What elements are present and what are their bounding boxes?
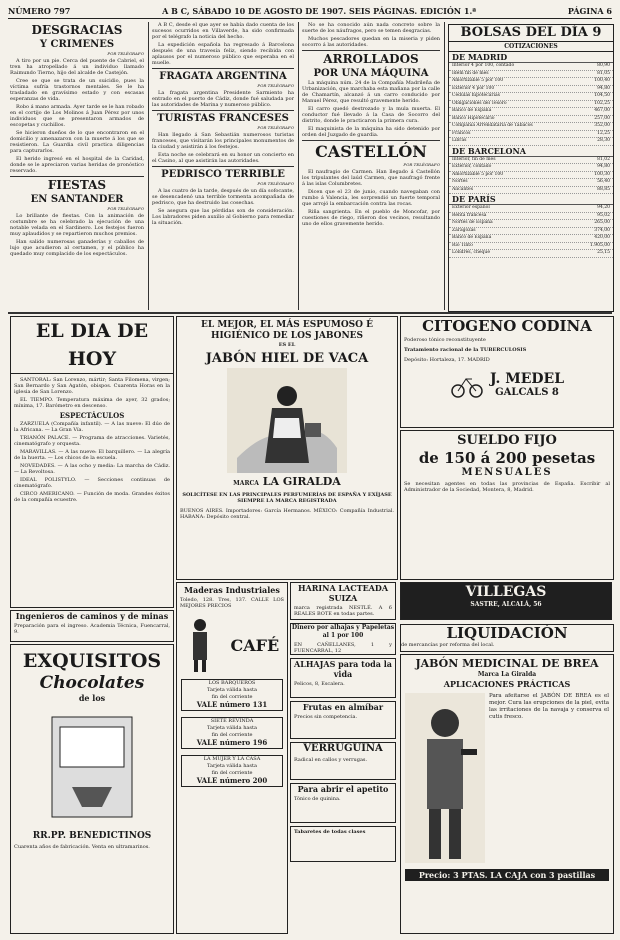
section-subheading: POR UNA MÁQUINA <box>313 68 429 79</box>
section-byline: POR TELÉGRAFO <box>107 51 144 56</box>
table-row <box>449 157 613 165</box>
article-paragraph: A tiro por un pie. Cerca del puente de Cabriel, el tren ha atropellado á un individuo llamado Raimundo Tierno, hijo del alcalde de Castejón. <box>10 58 144 76</box>
row-value: 100,30 <box>594 171 610 177</box>
ingenieros-text: Preparación para el ingreso. Academia Técnica, Fuencarral, 9. <box>14 623 170 635</box>
espectaculo-item: TRIANÓN PALACE. — Programa de atracciones. Varietés, cinematógrafo y orquesta. <box>14 435 170 447</box>
table-row <box>449 71 613 79</box>
sueldo-amount: de 150 á 200 pesetas <box>418 449 596 467</box>
page-number: PÁGINA 6 <box>567 6 612 16</box>
villegas-text: SASTRE, ALCALÁ, 56 <box>470 601 542 608</box>
row-value: 81,05 <box>597 70 610 76</box>
coupon-number: VALE número 196 <box>196 738 268 747</box>
article-paragraph: Cree se que se trata de un suicidio, pues la víctima sufría trastornos mentales. Se le ha trasladado en gravísimo estado y con escasas esperanzas de vida. <box>10 78 144 102</box>
villegas-box <box>400 582 612 620</box>
shaving-man-illustration <box>405 693 485 863</box>
table-row <box>449 164 613 172</box>
coupon-name: LA MUJER Y LA CASA <box>203 756 261 762</box>
row-value: 257,00 <box>594 115 610 121</box>
verruguina-text: Radical en callos y verrugas. <box>294 757 368 763</box>
row-label: Obligaciones del Tesoro <box>452 100 507 106</box>
dia-title: EL DIA DE HOY <box>11 317 173 374</box>
table-row <box>449 108 613 116</box>
ad-headline: EL MEJOR, EL MÁS ESPUMOSO É HIGIÉNICO DE LOS JABONES <box>201 320 373 341</box>
ingenieros-ad <box>10 610 174 642</box>
article-paragraph: La expedición española ha regresado á Barcelona después de una travesía feliz, siendo recibida con aplausos por el numeroso público que esperaba en el muelle. <box>152 42 294 66</box>
coupon-line: Tarjeta válida hasta <box>207 763 257 769</box>
coupon-line: fin del corriente <box>211 732 253 738</box>
column-rule <box>444 22 445 310</box>
masthead-date: A B C, SÁBADO 10 DE AGOSTO DE 1907. SEIS PÁGINAS. EDICIÓN 1.ª <box>162 6 477 16</box>
row-label: Zaragozas <box>452 227 476 233</box>
section-heading: ARROLLADOS <box>323 52 419 66</box>
citogeno-line: Tratamiento racional de la TUBERCULOSIS <box>404 347 527 353</box>
citogeno-line: Poderoso tónico reconstituyente <box>404 337 486 343</box>
article-paragraph: Dicen que el 23 de junio, cuando navegaban con rumbo á Valencia, les sorprendió un fuerte temporal que arrojó la embarcación contra las rocas. <box>302 189 440 207</box>
row-value: 102,25 <box>594 100 610 106</box>
figure-head <box>194 619 206 631</box>
coupon-line: Tarjeta válida hasta <box>207 687 257 693</box>
article-paragraph: El herido ingresó en el hospital de la Caridad, donde se le apreciaron varias heridas de pronóstico reservado. <box>10 156 144 174</box>
divider <box>152 166 294 167</box>
section-heading: PEDRISCO TERRIBLE <box>161 169 285 180</box>
row-value: 94,80 <box>597 164 610 169</box>
table-row <box>449 101 613 109</box>
table-row <box>449 93 613 101</box>
espectaculo-item: IDEAL POLISTYLO. — Secciones continuas de cinematógrafo. <box>14 477 170 489</box>
chocolates-ad <box>10 644 174 934</box>
table-section-title: DE PARÍS <box>449 194 613 205</box>
ad-brand-line <box>177 475 397 490</box>
harina-title: HARINA LACTEADA SUIZA <box>297 583 389 603</box>
row-label: Interior 4 por 100, contado <box>452 63 515 68</box>
liquidacion-ad <box>400 624 614 652</box>
article-paragraph: Han salido numerosas ganaderías y caballos de lujo que acudieron al certamen, y el público ha quedado muy complacido de los espectáculos. <box>10 239 144 257</box>
section-byline: POR TELÉGRAFO <box>257 125 294 130</box>
sueldo-body: Se necesitan agentes en todas las provincias de España. Escribir al Administrador de la Sociedad, Montera, 8, Madrid. <box>404 481 610 493</box>
row-label: Amortizable 5 por 100 <box>452 78 504 83</box>
table-title <box>449 25 613 42</box>
article-paragraph: La fragata argentina Presidente Sarmiento ha entrado en el puerto de Cádiz, donde fué saludada por las autoridades de Marina y numeroso público. <box>152 90 294 108</box>
section-byline: POR TELÉGRAFO <box>257 83 294 88</box>
basket-shape <box>305 423 321 437</box>
espectaculos-list <box>14 421 170 503</box>
masthead <box>8 4 612 19</box>
row-value: 25,15 <box>597 250 610 255</box>
row-value: 95,02 <box>597 212 610 218</box>
divider <box>152 110 294 111</box>
row-value: 88,85 <box>597 186 610 192</box>
brea-brand: Marca La Giralda <box>477 671 537 678</box>
chocolates-headline: EXQUISITOS <box>22 650 162 672</box>
espectaculos-heading: ESPECTÁCULOS <box>59 411 125 420</box>
table-row <box>449 172 613 180</box>
figure-leg <box>194 660 198 672</box>
sueldo-title: SUELDO FIJO <box>457 433 557 448</box>
man-head <box>431 709 459 737</box>
coupon-vale <box>181 755 283 787</box>
row-label: Cédulas hipotecarias <box>452 93 500 98</box>
section-heading: TURISTAS FRANCESES <box>157 113 289 124</box>
harina-text: marca registrada NESTLÉ. A 6 REALES BOTE en todas partes. <box>294 605 392 617</box>
girl-apron <box>273 418 301 438</box>
table-row <box>449 86 613 94</box>
section-subheading: Y CRIMENES <box>39 39 115 50</box>
stock-exchange-table <box>448 24 614 312</box>
table-row <box>449 250 613 258</box>
table-caption: COTIZACIONES <box>449 42 613 52</box>
coupon-name: LOS BARQUEROS <box>208 680 256 686</box>
section-divider <box>8 312 612 314</box>
chocolates-word: Chocolates <box>39 673 145 693</box>
row-value: 100,40 <box>594 78 610 83</box>
ad-es: ES EL <box>278 342 296 348</box>
table-section-rows <box>449 157 613 195</box>
article-paragraph: El naufragio de Carmen. Han llegado á Castellón los tripulantes del laúd Carmen, que naufragó frente á las islas Columbretes. <box>302 169 440 187</box>
liquidacion-text: de mercancías por reforma del local. <box>401 642 495 648</box>
table-title-text: BOLSAS DEL DÍA <box>460 25 588 40</box>
cafe-block <box>177 617 287 673</box>
row-value: 467,00 <box>594 108 610 113</box>
row-label: Exterior, contado <box>452 164 492 169</box>
row-label: Banco de España <box>452 108 492 113</box>
row-label: Francos <box>452 130 471 136</box>
row-value: 94,80 <box>597 85 610 91</box>
espectaculo-item: CIRCO AMERICANO. — Función de moda. Grandes éxitos de la compañía ecuestre. <box>14 491 170 503</box>
maderas-cafe-column <box>176 582 288 934</box>
table-row <box>449 63 613 71</box>
taboretes-ad <box>290 826 396 862</box>
row-value: 12,25 <box>597 130 610 136</box>
coupon-number: VALE número 131 <box>196 700 268 709</box>
row-value: 81,02 <box>597 156 610 162</box>
citogeno-ad <box>400 316 614 428</box>
section-heading: FIESTAS <box>47 178 107 192</box>
razor-shape <box>461 749 477 755</box>
harina-ad <box>290 582 396 620</box>
santoral: SANTORAL: San Lorenzo, mártir; Santa Filomena, virgen; San Bernardo y San Agatón, obispos. Cuarenta Horas en la iglesia de San Lorenzo. <box>14 377 170 395</box>
espectaculo-item: MARAVILLAS. — A las nueve: El barquillero. — La alegría de la huerta. — Los chicos de la escuela. <box>14 449 170 461</box>
row-value: 94,20 <box>597 205 610 210</box>
section-heading: FRAGATA ARGENTINA <box>159 71 287 82</box>
table-row <box>449 187 613 195</box>
espectaculo-item: ZARZUELA (Compañía infantil). — A las nueve: El dúo de la Africana. — La Gran Vía. <box>14 421 170 433</box>
medel-address: GALCALS 8 <box>495 386 559 398</box>
row-label: Renta francesa <box>452 212 487 218</box>
brea-title: JABÓN MEDICINAL DE BREA <box>415 657 599 670</box>
man-leg <box>449 809 461 859</box>
row-value: 352,00 <box>594 123 610 128</box>
verruguina-ad <box>290 742 396 780</box>
divider <box>302 50 440 51</box>
maderas-text: Toledo, 128. Tres, 137. CALLE LOS MEJORES PRECIOS <box>180 597 284 609</box>
article-paragraph: El carro quedó destrozado y la mula muerta. El conductor fué llevado á la Casa de Socorro del distrito, donde le practicaron la primera cura. <box>302 106 440 124</box>
verruguina-title: VERRUGUINA <box>303 743 383 754</box>
coupon-line: fin del corriente <box>211 770 253 776</box>
bicycle-icon <box>450 369 484 399</box>
row-label: Exterior español <box>452 205 490 210</box>
row-label: Nortes de España <box>452 220 493 225</box>
figure-leg <box>202 660 206 672</box>
waiter-figure-icon <box>185 617 215 673</box>
maderas-title: Maderas Industriales <box>184 585 280 595</box>
row-value: 265,00 <box>594 220 610 225</box>
ad-product-name: JABÓN HIEL DE VACA <box>205 351 369 366</box>
table-row <box>449 116 613 124</box>
table-section-rows <box>449 205 613 258</box>
article-paragraph: Esta noche se celebrará en su honor un concierto en el Casino, al que asistirán las autoridades. <box>152 152 294 164</box>
row-label: Banco de España <box>452 235 492 240</box>
cafe-title: CAFÉ <box>230 635 280 655</box>
sueldo-fijo-ad <box>400 430 614 580</box>
frutas-text: Precios sin competencia. <box>294 714 358 720</box>
row-value: 56,40 <box>597 179 610 184</box>
section-heading: DESGRACIAS <box>31 23 123 37</box>
chocolates-de-los: de los <box>78 693 106 703</box>
table-row <box>449 235 613 243</box>
article-paragraph: Se asegura que las pérdidas son de consideración. Los labradores piden auxilio al Gobierno para remediar la situación. <box>152 208 294 226</box>
news-column-2 <box>152 22 294 312</box>
row-label: Banco Hipotecario <box>452 115 495 121</box>
dinero-title: Dinero por alhajas y Papeletas al 1 por 100 <box>291 624 395 639</box>
coupon-vale <box>181 717 283 749</box>
article-paragraph: El maquinista de la máquina ha sido detenido por orden del Juzgado de guardia. <box>302 126 440 138</box>
small-ads-column <box>290 582 396 932</box>
article-paragraph: A las cuatro de la tarde, después de un día sofocante, se desencadenó una terrible tormenta acompañada de pedrisco, que ha destruido las cosechas. <box>152 188 294 206</box>
ingenieros-title: Ingenieros de caminos y de minas <box>15 611 169 621</box>
row-value: 420,00 <box>594 235 610 240</box>
table-row <box>449 220 613 228</box>
row-label: Compañía Arrendataria de Tabacos <box>452 123 533 128</box>
weather: EL TIEMPO. Temperatura máxima de ayer, 32 grados; mínima, 17. Barómetro en descenso. <box>14 397 170 409</box>
divider <box>302 140 440 141</box>
row-label: Exterior 4 por 100 <box>452 85 495 91</box>
espectaculo-item: NOVEDADES. — A las ocho y media: La marcha de Cádiz. — La Revoltosa. <box>14 463 170 475</box>
table-row <box>449 213 613 221</box>
table-title-day: 9 <box>592 25 602 40</box>
row-value: 80,90 <box>597 63 610 68</box>
citogeno-title: CITOGENO CODINA <box>422 317 592 335</box>
taboretes-text: Tabaretes de todas clases <box>294 829 366 835</box>
section-byline: POR TELÉGRAFO <box>257 181 294 186</box>
section-byline: POR TELÉGRAFO <box>107 206 144 211</box>
sueldo-mensuales: MENSUALES <box>461 467 553 478</box>
chocolates-maker: RR.PP. BENEDICTINOS <box>32 831 152 841</box>
man-body <box>427 739 463 809</box>
section-subheading: EN SANTANDER <box>30 194 124 205</box>
brea-description: Para afeitarse el JABÓN DE BREA es el mejor. Cura las erupciones de la piel, evita las irritaciones de la navaja y conserva el cutis fresco. <box>489 693 609 720</box>
man-leg <box>429 809 441 859</box>
table-row <box>449 138 613 146</box>
chocolate-package-illustration <box>42 707 142 827</box>
article-paragraph: No se ha conocido aún nada concreto sobre la suerte de los náufragos, pero se temen desgracias. <box>302 22 440 34</box>
table-row <box>449 205 613 213</box>
frutas-title: Frutas en almíbar <box>302 702 384 712</box>
row-value: 28,30 <box>597 138 610 143</box>
article-paragraph: A B C, desde el que ayer se había dado cuenta de los sucesos ocurridos en Villaverde, ha sido confirmada por el telégrafo la noticia del hecho. <box>152 22 294 40</box>
apetito-title: Para abrir el apetito <box>297 784 389 794</box>
villegas-ad <box>400 582 612 620</box>
ad-marca: MARCA <box>233 480 259 487</box>
figure-body <box>193 632 207 660</box>
row-label: Ídem fin de mes <box>452 70 489 76</box>
row-label: Nortes <box>452 179 468 184</box>
dinero-ad <box>290 623 396 655</box>
coupon-line: Tarjeta válida hasta <box>207 725 257 731</box>
ad-solicitese: SOLICÍTESE EN LAS PRINCIPALES PERFUMERÍAS DE ESPAÑA Y EXÍJASE SIEMPRE LA MARCA REGISTRADA <box>182 492 392 504</box>
section-heading: CASTELLÓN <box>315 142 427 161</box>
issue-number: NÚMERO 797 <box>8 6 71 16</box>
brea-aplicaciones: APLICACIONES PRÁCTICAS <box>443 679 571 689</box>
divider <box>10 176 144 177</box>
column-rule <box>148 22 149 310</box>
citogeno-line: Depósito: Hortaleza, 17. MADRID <box>404 357 490 363</box>
table-row <box>449 123 613 131</box>
row-label: Libras <box>452 138 467 143</box>
ad-brand: LA GIRALDA <box>262 475 341 488</box>
jabon-hiel-ad <box>176 316 398 580</box>
table-section-title: DE BARCELONA <box>449 146 613 157</box>
liquidacion-title: LIQUIDACIÓN <box>446 624 568 642</box>
table-row <box>449 179 613 187</box>
dinero-text: EN CAÑELLANES, 1 y FUENCARRAL, 12 <box>294 642 392 654</box>
article-paragraph: Robo á mano armada. Ayer tarde se le han robado en el cortijo de Los Molinos á Juan Pérez por unos individuos que se presentaron armados de escopetas y cuchillos. <box>10 104 144 128</box>
row-value: 374,00 <box>594 227 610 233</box>
row-label: Amortizable 5 por 100 <box>452 171 504 177</box>
news-column-1 <box>10 22 144 312</box>
brea-price: Precio: 3 PTAS. LA CAJA con 3 pastillas <box>405 869 609 881</box>
villegas-title: VILLEGAS <box>465 584 547 600</box>
row-label: Interior, fin de mes <box>452 156 496 162</box>
coupon-vale <box>181 679 283 711</box>
package-label <box>60 727 124 767</box>
alhajas-text: Pelicos, 8, Escalera. <box>294 681 345 687</box>
article-paragraph: Se hicieron dueños de lo que encontraron en el domicilio y amenazaron con la muerte á los que se resistieron. La Guardia civil practica diligencias para capturarlos. <box>10 130 144 154</box>
alhajas-title: ALHAJAS para toda la vida <box>294 659 392 679</box>
chocolates-text: Cuarenta años de fabricación. Venta en ultramarinos. <box>14 844 150 850</box>
article-paragraph: Lo brillante de fiestas. Con la animación de costumbre se ha celebrado la ejecución de una notable velada en el Sardinero. Los festejos fueron muy aplaudidos y se repartieron muchos premios. <box>10 213 144 237</box>
girl-head <box>277 386 297 406</box>
row-value: 104,50 <box>594 93 610 98</box>
section-byline: POR TELÉGRAFO <box>403 162 440 167</box>
article-paragraph: Muchos pescadores quedan en la miseria y piden socorro á las autoridades. <box>302 36 440 48</box>
apetito-text: Tónico de quinina. <box>294 796 341 802</box>
table-row <box>449 228 613 236</box>
apetito-ad <box>290 783 396 823</box>
row-value: 1.905,00 <box>589 242 610 248</box>
news-column-3 <box>302 22 440 312</box>
coupon-number: VALE número 200 <box>196 776 268 785</box>
row-label: Alicantes <box>452 186 474 192</box>
row-label: Río Tinto <box>452 242 473 248</box>
column-rule <box>298 22 299 310</box>
coupon-line: fin del corriente <box>211 694 253 700</box>
divider <box>152 68 294 69</box>
medel-name: J. MEDEL <box>489 370 565 387</box>
frutas-ad <box>290 701 396 739</box>
row-label: Londres, cheque <box>452 250 490 255</box>
jabon-brea-ad <box>400 654 614 934</box>
table-row <box>449 243 613 251</box>
table-row <box>449 131 613 139</box>
table-section-title: DE MADRID <box>449 52 613 63</box>
table-section-rows <box>449 63 613 146</box>
coupon-name: SIETE REVINDA <box>210 718 254 724</box>
girl-illustration <box>227 368 347 473</box>
article-paragraph: La máquina núm. 24 de la Compañía Madrileña de Urbanización, que marchaba esta mañana por la calle de Chamartín, alcanzó á un carro conducido por Manuel Pérez, que resultó gravemente herido. <box>302 80 440 104</box>
el-dia-de-hoy-box <box>10 316 174 608</box>
table-row <box>449 78 613 86</box>
brea-body <box>401 689 613 867</box>
medel-block <box>401 369 613 399</box>
ad-distributors: BUENOS AIRES. Importadores: García Hermanos. MÉXICO: Compañía Industrial. HABANA: Depósito central. <box>180 508 394 520</box>
alhajas-ad <box>290 658 396 698</box>
article-paragraph: Riña sangrienta. En el pueblo de Moncofar, por cuestiones de riego, riñeron dos vecinos, resultando uno de ellos gravemente herido. <box>302 209 440 227</box>
article-paragraph: Han llegado á San Sebastián numerosos turistas franceses, que visitarán los principales monumentos de la ciudad y asistirán á los festejos. <box>152 132 294 150</box>
